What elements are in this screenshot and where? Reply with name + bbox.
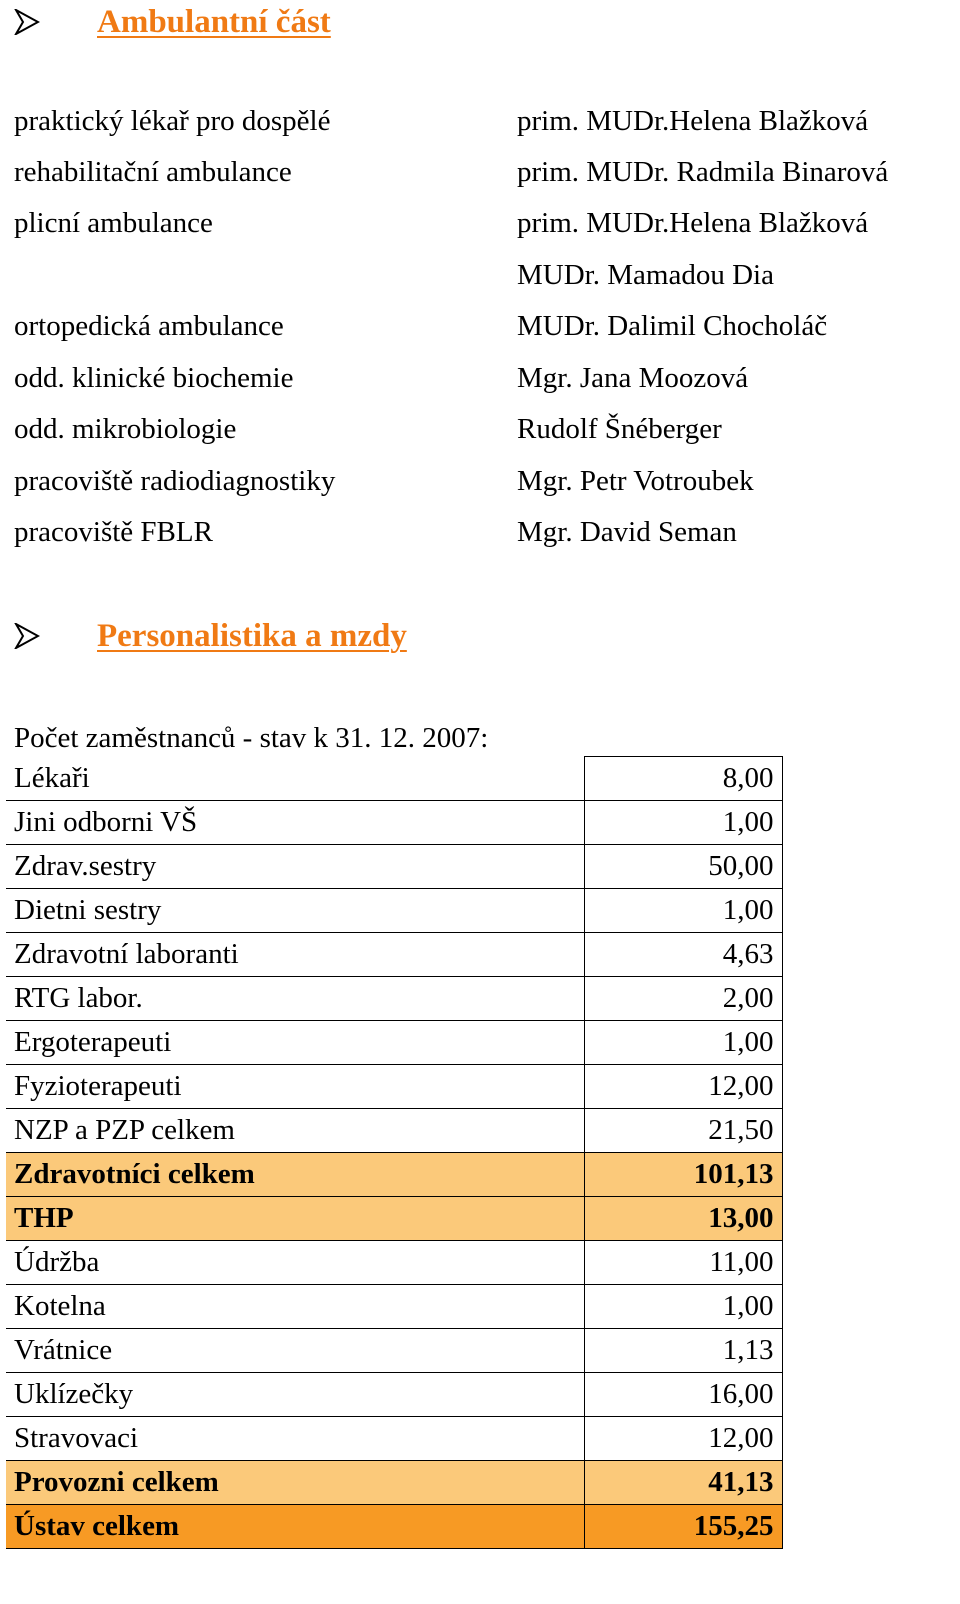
staff-category: Ústav celkem bbox=[6, 1505, 584, 1549]
staff-category: Uklízečky bbox=[6, 1373, 584, 1417]
list-item bbox=[14, 404, 954, 454]
list-item bbox=[14, 198, 954, 248]
department-name: praktický lékař pro dospělé bbox=[14, 105, 331, 137]
table-row bbox=[6, 1417, 782, 1461]
staff-count-value: 12,00 bbox=[584, 1417, 782, 1461]
staff-category: Zdravotní laboranti bbox=[6, 933, 584, 977]
arrow-bullet-icon bbox=[14, 623, 40, 649]
staff-category: Údržba bbox=[6, 1241, 584, 1285]
department-head: MUDr. Dalimil Chocholáč bbox=[517, 310, 828, 342]
table-row bbox=[6, 977, 782, 1021]
table-row bbox=[6, 801, 782, 845]
department-name: pracoviště radiodiagnostiky bbox=[14, 465, 336, 497]
table-row bbox=[6, 1329, 782, 1373]
list-item bbox=[14, 301, 954, 351]
table-row bbox=[6, 889, 782, 933]
staff-category: Zdrav.sestry bbox=[6, 845, 584, 889]
staff-count-value: 11,00 bbox=[584, 1241, 782, 1285]
staff-count-value: 4,63 bbox=[584, 933, 782, 977]
department-name: ortopedická ambulance bbox=[14, 310, 284, 342]
department-head: prim. MUDr.Helena Blažková bbox=[517, 207, 869, 239]
department-head: MUDr. Mamadou Dia bbox=[517, 259, 774, 291]
department-head: Mgr. Petr Votroubek bbox=[517, 465, 754, 497]
staff-count-table bbox=[6, 756, 783, 1549]
department-head: Mgr. David Seman bbox=[517, 516, 737, 548]
staff-count-value: 50,00 bbox=[584, 845, 782, 889]
department-name: plicní ambulance bbox=[14, 207, 213, 239]
table-row bbox=[6, 1197, 782, 1241]
staff-count-value: 8,00 bbox=[584, 757, 782, 801]
staff-category: THP bbox=[6, 1197, 584, 1241]
staff-count-value: 16,00 bbox=[584, 1373, 782, 1417]
section-title: Personalistika a mzdy bbox=[97, 617, 407, 654]
staff-count-value: 1,00 bbox=[584, 801, 782, 845]
table-row bbox=[6, 933, 782, 977]
staff-category: NZP a PZP celkem bbox=[6, 1109, 584, 1153]
list-item bbox=[14, 250, 954, 300]
department-name: odd. mikrobiologie bbox=[14, 413, 237, 445]
table-row bbox=[6, 757, 782, 801]
table-row bbox=[6, 1461, 782, 1505]
staff-count-value: 2,00 bbox=[584, 977, 782, 1021]
staff-count-value: 41,13 bbox=[584, 1461, 782, 1505]
list-item bbox=[14, 353, 954, 403]
section-heading-outpatient bbox=[14, 0, 331, 44]
staff-category: Dietni sestry bbox=[6, 889, 584, 933]
department-head: Rudolf Šnéberger bbox=[517, 413, 722, 445]
list-item bbox=[14, 507, 954, 557]
department-head: Mgr. Jana Moozová bbox=[517, 362, 749, 394]
department-name: rehabilitační ambulance bbox=[14, 156, 292, 188]
department-name: pracoviště FBLR bbox=[14, 516, 213, 548]
department-head: prim. MUDr. Radmila Binarová bbox=[517, 156, 889, 188]
table-row bbox=[6, 1505, 782, 1549]
list-item bbox=[14, 96, 954, 146]
staff-category: Zdravotníci celkem bbox=[6, 1153, 584, 1197]
section-heading-personnel bbox=[14, 614, 407, 658]
table-row bbox=[6, 1065, 782, 1109]
staff-count-value: 12,00 bbox=[584, 1065, 782, 1109]
staff-category: Kotelna bbox=[6, 1285, 584, 1329]
staff-count-value: 21,50 bbox=[584, 1109, 782, 1153]
staff-category: Provozni celkem bbox=[6, 1461, 584, 1505]
staff-count-value: 155,25 bbox=[584, 1505, 782, 1549]
staff-category: Fyzioterapeuti bbox=[6, 1065, 584, 1109]
staff-category: Ergoterapeuti bbox=[6, 1021, 584, 1065]
staff-count-value: 13,00 bbox=[584, 1197, 782, 1241]
staff-category: Jini odborni VŠ bbox=[6, 801, 584, 845]
list-item bbox=[14, 456, 954, 506]
department-name: odd. klinické biochemie bbox=[14, 362, 294, 394]
section-title: Ambulantní část bbox=[97, 3, 331, 40]
department-head: prim. MUDr.Helena Blažková bbox=[517, 105, 869, 137]
table-row bbox=[6, 1021, 782, 1065]
staff-category: Stravovaci bbox=[6, 1417, 584, 1461]
staff-count-value: 1,00 bbox=[584, 1285, 782, 1329]
staff-category: RTG labor. bbox=[6, 977, 584, 1021]
staff-count-value: 101,13 bbox=[584, 1153, 782, 1197]
staff-count-value: 1,13 bbox=[584, 1329, 782, 1373]
staff-count-heading: Počet zaměstnanců - stav k 31. 12. 2007: bbox=[14, 722, 489, 754]
staff-category: Lékaři bbox=[6, 757, 584, 801]
arrow-bullet-icon bbox=[14, 9, 40, 35]
list-item bbox=[14, 147, 954, 197]
table-row bbox=[6, 845, 782, 889]
table-row bbox=[6, 1153, 782, 1197]
staff-count-value: 1,00 bbox=[584, 1021, 782, 1065]
table-row bbox=[6, 1373, 782, 1417]
staff-count-value: 1,00 bbox=[584, 889, 782, 933]
staff-category: Vrátnice bbox=[6, 1329, 584, 1373]
table-row bbox=[6, 1241, 782, 1285]
table-row bbox=[6, 1109, 782, 1153]
table-row bbox=[6, 1285, 782, 1329]
